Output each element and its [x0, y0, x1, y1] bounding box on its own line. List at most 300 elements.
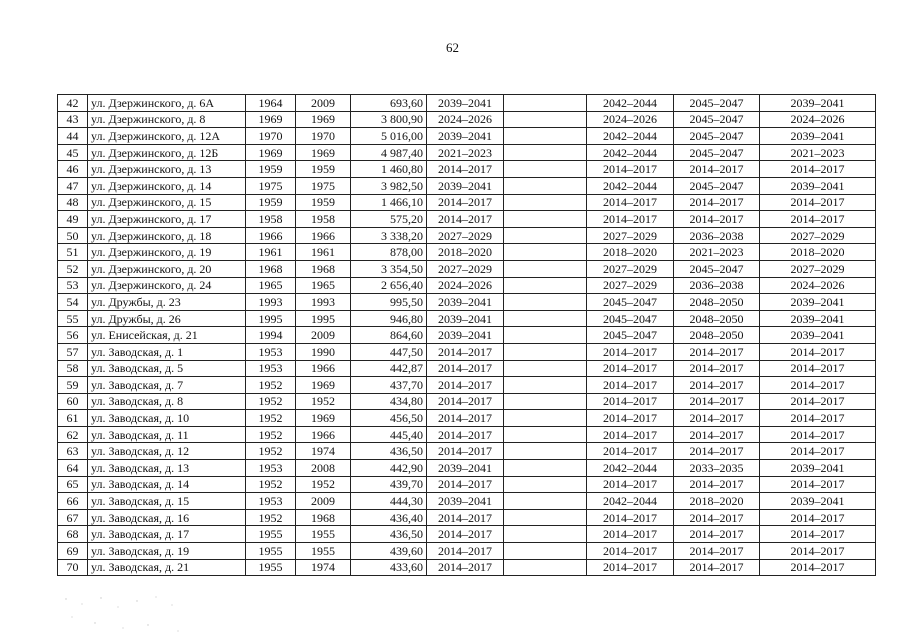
year-built-cell: 1969 [246, 144, 296, 161]
address-cell: ул. Дружбы, д. 26 [88, 310, 246, 327]
period-cell-1: 2027–2029 [427, 260, 504, 277]
year-reconstruction-cell: 1975 [296, 177, 351, 194]
year-built-cell: 1953 [246, 360, 296, 377]
empty-cell [504, 260, 587, 277]
period-cell-1: 2014–2017 [427, 559, 504, 576]
row-number-cell: 67 [58, 509, 88, 526]
row-number-cell: 46 [58, 161, 88, 178]
year-reconstruction-cell: 1974 [296, 559, 351, 576]
period-cell-3: 2014–2017 [587, 161, 674, 178]
year-reconstruction-cell: 1970 [296, 128, 351, 145]
year-reconstruction-cell: 2009 [296, 95, 351, 112]
row-number-cell: 47 [58, 177, 88, 194]
year-reconstruction-cell: 1955 [296, 543, 351, 560]
period-cell-4: 2045–2047 [674, 111, 760, 128]
area-cell: 1 466,10 [351, 194, 427, 211]
period-cell-4: 2014–2017 [674, 410, 760, 427]
table-row [58, 128, 876, 145]
period-cell-3: 2042–2044 [587, 493, 674, 510]
year-reconstruction-cell: 1968 [296, 260, 351, 277]
row-number-cell: 59 [58, 377, 88, 394]
period-cell-3: 2014–2017 [587, 543, 674, 560]
empty-cell [504, 460, 587, 477]
row-number-cell: 62 [58, 426, 88, 443]
area-cell: 445,40 [351, 426, 427, 443]
period-cell-5: 2039–2041 [760, 294, 876, 311]
period-cell-1: 2039–2041 [427, 460, 504, 477]
year-built-cell: 1958 [246, 211, 296, 228]
period-cell-3: 2045–2047 [587, 294, 674, 311]
row-number-cell: 48 [58, 194, 88, 211]
table-row [58, 95, 876, 112]
year-built-cell: 1953 [246, 493, 296, 510]
year-reconstruction-cell: 2009 [296, 493, 351, 510]
period-cell-3: 2014–2017 [587, 410, 674, 427]
row-number-cell: 58 [58, 360, 88, 377]
year-built-cell: 1952 [246, 443, 296, 460]
period-cell-4: 2014–2017 [674, 377, 760, 394]
row-number-cell: 51 [58, 244, 88, 261]
page-number: 62 [446, 40, 459, 55]
period-cell-4: 2014–2017 [674, 443, 760, 460]
period-cell-3: 2042–2044 [587, 128, 674, 145]
period-cell-3: 2014–2017 [587, 211, 674, 228]
table-row [58, 244, 876, 261]
year-built-cell: 1994 [246, 327, 296, 344]
address-cell: ул. Заводская, д. 7 [88, 377, 246, 394]
address-cell: ул. Дзержинского, д. 13 [88, 161, 246, 178]
table-row [58, 327, 876, 344]
period-cell-3: 2027–2029 [587, 260, 674, 277]
year-reconstruction-cell: 1966 [296, 426, 351, 443]
period-cell-3: 2024–2026 [587, 111, 674, 128]
period-cell-5: 2039–2041 [760, 310, 876, 327]
address-cell: ул. Дружбы, д. 23 [88, 294, 246, 311]
period-cell-1: 2039–2041 [427, 177, 504, 194]
year-reconstruction-cell: 1969 [296, 144, 351, 161]
area-cell: 433,60 [351, 559, 427, 576]
row-number-cell: 43 [58, 111, 88, 128]
row-number-cell: 52 [58, 260, 88, 277]
period-cell-5: 2039–2041 [760, 460, 876, 477]
period-cell-4: 2014–2017 [674, 559, 760, 576]
period-cell-5: 2027–2029 [760, 260, 876, 277]
table-row [58, 194, 876, 211]
year-built-cell: 1959 [246, 194, 296, 211]
period-cell-1: 2014–2017 [427, 443, 504, 460]
period-cell-3: 2042–2044 [587, 95, 674, 112]
year-built-cell: 1952 [246, 410, 296, 427]
area-cell: 878,00 [351, 244, 427, 261]
area-cell: 442,87 [351, 360, 427, 377]
address-cell: ул. Заводская, д. 17 [88, 526, 246, 543]
row-number-cell: 54 [58, 294, 88, 311]
empty-cell [504, 493, 587, 510]
year-reconstruction-cell: 1969 [296, 111, 351, 128]
table-row [58, 277, 876, 294]
row-number-cell: 56 [58, 327, 88, 344]
table-row [58, 260, 876, 277]
table-row [58, 476, 876, 493]
row-number-cell: 69 [58, 543, 88, 560]
period-cell-4: 2014–2017 [674, 343, 760, 360]
empty-cell [504, 543, 587, 560]
period-cell-3: 2014–2017 [587, 526, 674, 543]
empty-cell [504, 410, 587, 427]
table-row [58, 393, 876, 410]
address-cell: ул. Дзержинского, д. 18 [88, 227, 246, 244]
period-cell-4: 2021–2023 [674, 244, 760, 261]
period-cell-1: 2024–2026 [427, 111, 504, 128]
table-row [58, 227, 876, 244]
empty-cell [504, 377, 587, 394]
year-built-cell: 1993 [246, 294, 296, 311]
area-cell: 946,80 [351, 310, 427, 327]
year-reconstruction-cell: 1995 [296, 310, 351, 327]
area-cell: 436,40 [351, 509, 427, 526]
period-cell-3: 2014–2017 [587, 393, 674, 410]
table-row [58, 426, 876, 443]
period-cell-3: 2014–2017 [587, 360, 674, 377]
area-cell: 5 016,00 [351, 128, 427, 145]
address-cell: ул. Заводская, д. 15 [88, 493, 246, 510]
housing-repair-schedule-table [57, 94, 876, 576]
row-number-cell: 57 [58, 343, 88, 360]
period-cell-1: 2014–2017 [427, 426, 504, 443]
address-cell: ул. Дзержинского, д. 12А [88, 128, 246, 145]
area-cell: 1 460,80 [351, 161, 427, 178]
period-cell-5: 2039–2041 [760, 128, 876, 145]
area-cell: 436,50 [351, 443, 427, 460]
area-cell: 2 656,40 [351, 277, 427, 294]
period-cell-4: 2036–2038 [674, 227, 760, 244]
year-reconstruction-cell: 1969 [296, 377, 351, 394]
period-cell-4: 2014–2017 [674, 393, 760, 410]
period-cell-1: 2039–2041 [427, 128, 504, 145]
period-cell-5: 2014–2017 [760, 360, 876, 377]
year-built-cell: 1975 [246, 177, 296, 194]
table-row [58, 161, 876, 178]
row-number-cell: 60 [58, 393, 88, 410]
address-cell: ул. Заводская, д. 19 [88, 543, 246, 560]
period-cell-5: 2014–2017 [760, 526, 876, 543]
period-cell-3: 2014–2017 [587, 194, 674, 211]
empty-cell [504, 244, 587, 261]
empty-cell [504, 343, 587, 360]
period-cell-5: 2014–2017 [760, 211, 876, 228]
period-cell-3: 2042–2044 [587, 177, 674, 194]
period-cell-5: 2021–2023 [760, 144, 876, 161]
period-cell-4: 2014–2017 [674, 509, 760, 526]
period-cell-3: 2027–2029 [587, 227, 674, 244]
year-built-cell: 1952 [246, 393, 296, 410]
period-cell-1: 2021–2023 [427, 144, 504, 161]
empty-cell [504, 443, 587, 460]
table-row [58, 526, 876, 543]
period-cell-4: 2045–2047 [674, 95, 760, 112]
empty-cell [504, 227, 587, 244]
empty-cell [504, 294, 587, 311]
year-built-cell: 1964 [246, 95, 296, 112]
period-cell-1: 2014–2017 [427, 526, 504, 543]
period-cell-1: 2014–2017 [427, 509, 504, 526]
period-cell-1: 2014–2017 [427, 360, 504, 377]
address-cell: ул. Дзержинского, д. 6А [88, 95, 246, 112]
address-cell: ул. Заводская, д. 14 [88, 476, 246, 493]
area-cell: 442,90 [351, 460, 427, 477]
year-built-cell: 1968 [246, 260, 296, 277]
year-reconstruction-cell: 1959 [296, 161, 351, 178]
empty-cell [504, 360, 587, 377]
empty-cell [504, 476, 587, 493]
period-cell-3: 2045–2047 [587, 327, 674, 344]
area-cell: 995,50 [351, 294, 427, 311]
row-number-cell: 65 [58, 476, 88, 493]
row-number-cell: 55 [58, 310, 88, 327]
address-cell: ул. Заводская, д. 1 [88, 343, 246, 360]
table-row [58, 460, 876, 477]
row-number-cell: 63 [58, 443, 88, 460]
period-cell-5: 2039–2041 [760, 493, 876, 510]
area-cell: 456,50 [351, 410, 427, 427]
address-cell: ул. Заводская, д. 10 [88, 410, 246, 427]
table-row [58, 294, 876, 311]
period-cell-4: 2045–2047 [674, 177, 760, 194]
area-cell: 436,50 [351, 526, 427, 543]
address-cell: ул. Дзержинского, д. 20 [88, 260, 246, 277]
year-built-cell: 1953 [246, 343, 296, 360]
period-cell-4: 2014–2017 [674, 426, 760, 443]
year-reconstruction-cell: 1965 [296, 277, 351, 294]
empty-cell [504, 194, 587, 211]
area-cell: 437,70 [351, 377, 427, 394]
area-cell: 864,60 [351, 327, 427, 344]
period-cell-1: 2014–2017 [427, 194, 504, 211]
table-row [58, 144, 876, 161]
year-reconstruction-cell: 2008 [296, 460, 351, 477]
period-cell-5: 2014–2017 [760, 443, 876, 460]
table-row [58, 177, 876, 194]
table-row [58, 509, 876, 526]
empty-cell [504, 128, 587, 145]
area-cell: 3 982,50 [351, 177, 427, 194]
period-cell-4: 2014–2017 [674, 194, 760, 211]
period-cell-1: 2024–2026 [427, 277, 504, 294]
period-cell-1: 2014–2017 [427, 343, 504, 360]
year-reconstruction-cell: 2009 [296, 327, 351, 344]
year-reconstruction-cell: 1966 [296, 360, 351, 377]
period-cell-4: 2014–2017 [674, 526, 760, 543]
table-row [58, 543, 876, 560]
period-cell-3: 2014–2017 [587, 343, 674, 360]
year-built-cell: 1961 [246, 244, 296, 261]
period-cell-4: 2048–2050 [674, 327, 760, 344]
year-built-cell: 1955 [246, 559, 296, 576]
year-built-cell: 1952 [246, 377, 296, 394]
table-row [58, 559, 876, 576]
row-number-cell: 66 [58, 493, 88, 510]
period-cell-3: 2014–2017 [587, 476, 674, 493]
row-number-cell: 70 [58, 559, 88, 576]
year-reconstruction-cell: 1990 [296, 343, 351, 360]
year-reconstruction-cell: 1961 [296, 244, 351, 261]
table-body [58, 95, 876, 576]
scan-noise-specks [60, 595, 190, 635]
period-cell-1: 2014–2017 [427, 543, 504, 560]
period-cell-4: 2014–2017 [674, 360, 760, 377]
empty-cell [504, 177, 587, 194]
period-cell-1: 2014–2017 [427, 211, 504, 228]
period-cell-4: 2048–2050 [674, 310, 760, 327]
year-reconstruction-cell: 1952 [296, 476, 351, 493]
year-reconstruction-cell: 1966 [296, 227, 351, 244]
period-cell-1: 2014–2017 [427, 377, 504, 394]
empty-cell [504, 509, 587, 526]
period-cell-3: 2042–2044 [587, 460, 674, 477]
period-cell-4: 2018–2020 [674, 493, 760, 510]
area-cell: 4 987,40 [351, 144, 427, 161]
period-cell-3: 2014–2017 [587, 377, 674, 394]
period-cell-4: 2014–2017 [674, 476, 760, 493]
period-cell-1: 2039–2041 [427, 95, 504, 112]
period-cell-5: 2039–2041 [760, 327, 876, 344]
address-cell: ул. Заводская, д. 12 [88, 443, 246, 460]
period-cell-5: 2014–2017 [760, 410, 876, 427]
period-cell-4: 2045–2047 [674, 260, 760, 277]
period-cell-5: 2039–2041 [760, 177, 876, 194]
area-cell: 575,20 [351, 211, 427, 228]
area-cell: 3 800,90 [351, 111, 427, 128]
period-cell-4: 2045–2047 [674, 128, 760, 145]
period-cell-5: 2014–2017 [760, 476, 876, 493]
period-cell-1: 2039–2041 [427, 493, 504, 510]
empty-cell [504, 161, 587, 178]
period-cell-1: 2039–2041 [427, 327, 504, 344]
area-cell: 3 338,20 [351, 227, 427, 244]
year-built-cell: 1955 [246, 526, 296, 543]
year-built-cell: 1955 [246, 543, 296, 560]
period-cell-1: 2014–2017 [427, 393, 504, 410]
year-built-cell: 1970 [246, 128, 296, 145]
period-cell-5: 2014–2017 [760, 426, 876, 443]
address-cell: ул. Заводская, д. 16 [88, 509, 246, 526]
period-cell-4: 2045–2047 [674, 144, 760, 161]
table-row [58, 343, 876, 360]
period-cell-1: 2014–2017 [427, 410, 504, 427]
period-cell-5: 2027–2029 [760, 227, 876, 244]
year-built-cell: 1952 [246, 476, 296, 493]
period-cell-5: 2024–2026 [760, 111, 876, 128]
empty-cell [504, 111, 587, 128]
period-cell-1: 2039–2041 [427, 294, 504, 311]
area-cell: 444,30 [351, 493, 427, 510]
period-cell-1: 2027–2029 [427, 227, 504, 244]
period-cell-5: 2018–2020 [760, 244, 876, 261]
year-reconstruction-cell: 1993 [296, 294, 351, 311]
period-cell-3: 2027–2029 [587, 277, 674, 294]
address-cell: ул. Заводская, д. 13 [88, 460, 246, 477]
address-cell: ул. Дзержинского, д. 12Б [88, 144, 246, 161]
year-reconstruction-cell: 1952 [296, 393, 351, 410]
year-reconstruction-cell: 1959 [296, 194, 351, 211]
period-cell-1: 2018–2020 [427, 244, 504, 261]
area-cell: 693,60 [351, 95, 427, 112]
empty-cell [504, 310, 587, 327]
row-number-cell: 64 [58, 460, 88, 477]
period-cell-4: 2048–2050 [674, 294, 760, 311]
period-cell-3: 2042–2044 [587, 144, 674, 161]
year-reconstruction-cell: 1974 [296, 443, 351, 460]
period-cell-3: 2014–2017 [587, 509, 674, 526]
period-cell-1: 2039–2041 [427, 310, 504, 327]
year-built-cell: 1953 [246, 460, 296, 477]
year-built-cell: 1966 [246, 227, 296, 244]
period-cell-5: 2014–2017 [760, 194, 876, 211]
year-reconstruction-cell: 1968 [296, 509, 351, 526]
area-cell: 439,60 [351, 543, 427, 560]
year-built-cell: 1969 [246, 111, 296, 128]
row-number-cell: 50 [58, 227, 88, 244]
year-built-cell: 1959 [246, 161, 296, 178]
area-cell: 3 354,50 [351, 260, 427, 277]
year-built-cell: 1965 [246, 277, 296, 294]
period-cell-5: 2014–2017 [760, 393, 876, 410]
row-number-cell: 42 [58, 95, 88, 112]
period-cell-5: 2014–2017 [760, 509, 876, 526]
empty-cell [504, 559, 587, 576]
period-cell-1: 2014–2017 [427, 476, 504, 493]
address-cell: ул. Заводская, д. 5 [88, 360, 246, 377]
period-cell-4: 2033–2035 [674, 460, 760, 477]
period-cell-5: 2014–2017 [760, 161, 876, 178]
table-row [58, 310, 876, 327]
period-cell-3: 2014–2017 [587, 426, 674, 443]
period-cell-5: 2039–2041 [760, 95, 876, 112]
period-cell-4: 2014–2017 [674, 161, 760, 178]
period-cell-3: 2018–2020 [587, 244, 674, 261]
period-cell-1: 2014–2017 [427, 161, 504, 178]
area-cell: 434,80 [351, 393, 427, 410]
table-row [58, 111, 876, 128]
table-row [58, 211, 876, 228]
address-cell: ул. Заводская, д. 11 [88, 426, 246, 443]
empty-cell [504, 95, 587, 112]
address-cell: ул. Дзержинского, д. 14 [88, 177, 246, 194]
table-row [58, 360, 876, 377]
year-reconstruction-cell: 1958 [296, 211, 351, 228]
period-cell-4: 2014–2017 [674, 543, 760, 560]
year-reconstruction-cell: 1955 [296, 526, 351, 543]
table-row [58, 443, 876, 460]
empty-cell [504, 393, 587, 410]
year-reconstruction-cell: 1969 [296, 410, 351, 427]
row-number-cell: 53 [58, 277, 88, 294]
empty-cell [504, 526, 587, 543]
period-cell-3: 2014–2017 [587, 443, 674, 460]
year-built-cell: 1952 [246, 426, 296, 443]
address-cell: ул. Дзержинского, д. 15 [88, 194, 246, 211]
period-cell-5: 2014–2017 [760, 343, 876, 360]
table-row [58, 410, 876, 427]
row-number-cell: 61 [58, 410, 88, 427]
address-cell: ул. Заводская, д. 8 [88, 393, 246, 410]
empty-cell [504, 211, 587, 228]
empty-cell [504, 277, 587, 294]
area-cell: 439,70 [351, 476, 427, 493]
period-cell-5: 2024–2026 [760, 277, 876, 294]
address-cell: ул. Енисейская, д. 21 [88, 327, 246, 344]
address-cell: ул. Заводская, д. 21 [88, 559, 246, 576]
